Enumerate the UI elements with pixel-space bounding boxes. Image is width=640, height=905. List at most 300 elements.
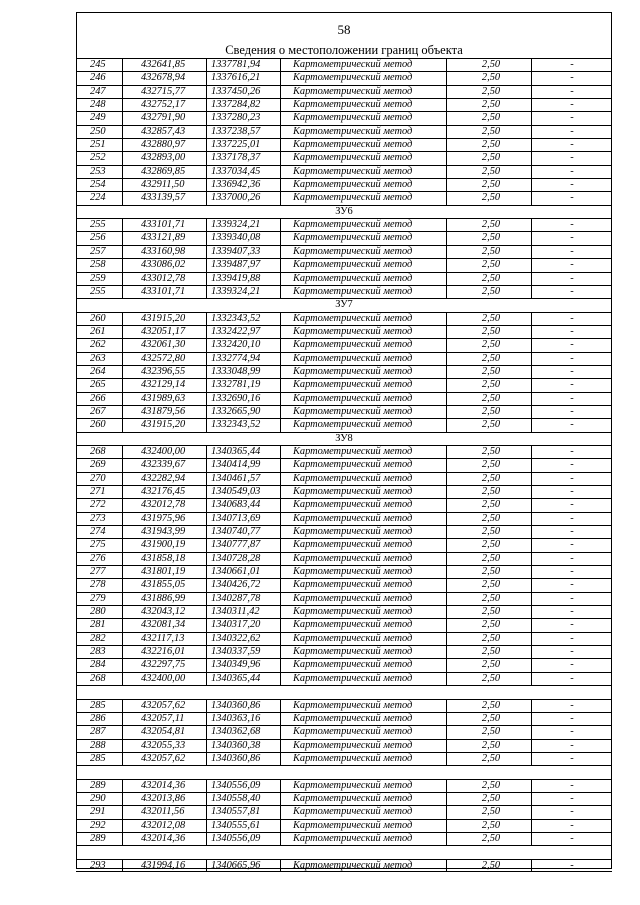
accuracy-cell: 2,50 [446, 659, 531, 671]
description-cell: - [531, 126, 612, 138]
point-number-cell: 285 [90, 699, 106, 711]
method-cell: Картометрический метод [280, 700, 446, 712]
section-label: ЗУ8 [76, 432, 612, 445]
x-coordinate-cell: 432869,85 [122, 166, 206, 178]
y-coordinate-cell: 1340287,78 [206, 593, 280, 605]
accuracy-cell: 2,50 [446, 646, 531, 658]
x-coordinate-cell: 432014,36 [122, 833, 206, 845]
point-number-cell: 278 [90, 579, 106, 591]
y-coordinate-cell: 1340728,28 [206, 553, 280, 565]
table-row [76, 592, 612, 605]
table-row [76, 458, 612, 471]
point-number-cell: 283 [90, 646, 106, 658]
description-cell: - [531, 486, 612, 498]
method-cell: Картометрический метод [280, 179, 446, 191]
x-coordinate-cell: 431915,20 [122, 313, 206, 325]
x-coordinate-cell: 432055,33 [122, 740, 206, 752]
x-coordinate-cell: 432012,08 [122, 820, 206, 832]
point-number-cell: 268 [90, 445, 106, 457]
x-coordinate-cell: 431975,96 [122, 513, 206, 525]
description-cell: - [531, 473, 612, 485]
table-row [76, 565, 612, 578]
table-row [76, 285, 612, 298]
x-coordinate-cell: 431989,63 [122, 393, 206, 405]
description-cell: - [531, 246, 612, 258]
y-coordinate-cell: 1339407,33 [206, 246, 280, 258]
y-coordinate-cell: 1332420,10 [206, 339, 280, 351]
table-row [76, 485, 612, 498]
method-cell: Картометрический метод [280, 192, 446, 204]
y-coordinate-cell: 1340665,96 [206, 860, 280, 871]
y-coordinate-cell: 1340365,44 [206, 673, 280, 685]
accuracy-cell: 2,50 [446, 820, 531, 832]
y-coordinate-cell: 1340740,77 [206, 526, 280, 538]
y-coordinate-cell: 1332343,52 [206, 419, 280, 431]
accuracy-cell: 2,50 [446, 152, 531, 164]
accuracy-cell: 2,50 [446, 286, 531, 298]
point-number-cell: 266 [90, 392, 106, 404]
x-coordinate-cell: 432051,17 [122, 326, 206, 338]
description-cell: - [531, 139, 612, 151]
accuracy-cell: 2,50 [446, 219, 531, 231]
table-row [76, 512, 612, 525]
accuracy-cell: 2,50 [446, 339, 531, 351]
accuracy-cell: 2,50 [446, 579, 531, 591]
point-number-cell: 293 [90, 859, 106, 871]
point-number-cell: 254 [90, 179, 106, 191]
method-cell: Картометрический метод [280, 753, 446, 765]
description-cell: - [531, 619, 612, 631]
point-number-cell: 289 [90, 779, 106, 791]
accuracy-cell: 2,50 [446, 259, 531, 271]
method-cell: Картометрический метод [280, 166, 446, 178]
description-cell: - [531, 152, 612, 164]
x-coordinate-cell: 432396,55 [122, 366, 206, 378]
method-cell: Картометрический метод [280, 566, 446, 578]
point-number-cell: 267 [90, 405, 106, 417]
x-coordinate-cell: 431900,19 [122, 539, 206, 551]
point-number-cell: 290 [90, 792, 106, 804]
description-cell: - [531, 459, 612, 471]
x-coordinate-cell: 432061,30 [122, 339, 206, 351]
x-coordinate-cell: 432176,45 [122, 486, 206, 498]
point-number-cell: 279 [90, 592, 106, 604]
table-row [76, 98, 612, 111]
description-cell: - [531, 833, 612, 845]
y-coordinate-cell: 1337238,57 [206, 126, 280, 138]
accuracy-cell: 2,50 [446, 232, 531, 244]
accuracy-cell: 2,50 [446, 126, 531, 138]
description-cell: - [531, 59, 612, 71]
y-coordinate-cell: 1340360,38 [206, 740, 280, 752]
description-cell: - [531, 379, 612, 391]
y-coordinate-cell: 1340558,40 [206, 793, 280, 805]
description-cell: - [531, 499, 612, 511]
table-row [76, 712, 612, 725]
method-cell: Картометрический метод [280, 419, 446, 431]
description-cell: - [531, 219, 612, 231]
method-cell: Картометрический метод [280, 499, 446, 511]
description-cell: - [531, 740, 612, 752]
x-coordinate-cell: 432339,67 [122, 459, 206, 471]
method-cell: Картометрический метод [280, 513, 446, 525]
point-number-cell: 286 [90, 712, 106, 724]
description-cell: - [531, 406, 612, 418]
table-row [76, 752, 612, 765]
description-cell: - [531, 179, 612, 191]
x-coordinate-cell: 432282,94 [122, 473, 206, 485]
description-cell: - [531, 539, 612, 551]
point-number-cell: 284 [90, 659, 106, 671]
accuracy-cell: 2,50 [446, 166, 531, 178]
accuracy-cell: 2,50 [446, 273, 531, 285]
description-cell: - [531, 232, 612, 244]
x-coordinate-cell: 432054,81 [122, 726, 206, 738]
method-cell: Картометрический метод [280, 152, 446, 164]
description-cell: - [531, 286, 612, 298]
point-number-cell: 264 [90, 365, 106, 377]
point-number-cell: 257 [90, 245, 106, 257]
method-cell: Картометрический метод [280, 713, 446, 725]
table-row [76, 498, 612, 511]
point-number-cell: 255 [90, 285, 106, 297]
table-row [76, 832, 612, 845]
table-row [76, 578, 612, 591]
point-number-cell: 250 [90, 125, 106, 137]
accuracy-cell: 2,50 [446, 406, 531, 418]
method-cell: Картометрический метод [280, 806, 446, 818]
point-number-cell: 282 [90, 632, 106, 644]
accuracy-cell: 2,50 [446, 806, 531, 818]
y-coordinate-cell: 1339487,97 [206, 259, 280, 271]
x-coordinate-cell: 433121,89 [122, 232, 206, 244]
x-coordinate-cell: 431858,18 [122, 553, 206, 565]
table-row [76, 245, 612, 258]
accuracy-cell: 2,50 [446, 553, 531, 565]
y-coordinate-cell: 1340661,01 [206, 566, 280, 578]
method-cell: Картометрический метод [280, 139, 446, 151]
y-coordinate-cell: 1339340,08 [206, 232, 280, 244]
y-coordinate-cell: 1340555,61 [206, 820, 280, 832]
accuracy-cell: 2,50 [446, 86, 531, 98]
description-cell: - [531, 780, 612, 792]
accuracy-cell: 2,50 [446, 379, 531, 391]
table-row [76, 392, 612, 405]
point-number-cell: 292 [90, 819, 106, 831]
method-cell: Картометрический метод [280, 459, 446, 471]
x-coordinate-cell: 432880,97 [122, 139, 206, 151]
description-cell: - [531, 326, 612, 338]
x-coordinate-cell: 432129,14 [122, 379, 206, 391]
y-coordinate-cell: 1340461,57 [206, 473, 280, 485]
point-number-cell: 247 [90, 85, 106, 97]
method-cell: Картометрический метод [280, 820, 446, 832]
accuracy-cell: 2,50 [446, 833, 531, 845]
point-number-cell: 261 [90, 325, 106, 337]
y-coordinate-cell: 1340414,99 [206, 459, 280, 471]
x-coordinate-cell: 432081,34 [122, 619, 206, 631]
y-coordinate-cell: 1340360,86 [206, 700, 280, 712]
x-coordinate-cell: 432011,56 [122, 806, 206, 818]
y-coordinate-cell: 1337225,01 [206, 139, 280, 151]
description-cell: - [531, 86, 612, 98]
method-cell: Картометрический метод [280, 353, 446, 365]
x-coordinate-cell: 432572,80 [122, 353, 206, 365]
method-cell: Картометрический метод [280, 112, 446, 124]
table-row [76, 552, 612, 565]
y-coordinate-cell: 1337450,26 [206, 86, 280, 98]
accuracy-cell: 2,50 [446, 499, 531, 511]
point-number-cell: 277 [90, 566, 106, 578]
description-cell: - [531, 726, 612, 738]
x-coordinate-cell: 432297,75 [122, 659, 206, 671]
description-cell: - [531, 753, 612, 765]
description-cell: - [531, 259, 612, 271]
method-cell: Картометрический метод [280, 232, 446, 244]
x-coordinate-cell: 432117,13 [122, 633, 206, 645]
method-cell: Картометрический метод [280, 740, 446, 752]
method-cell: Картометрический метод [280, 486, 446, 498]
description-cell: - [531, 513, 612, 525]
method-cell: Картометрический метод [280, 246, 446, 258]
point-number-cell: 224 [90, 192, 106, 204]
accuracy-cell: 2,50 [446, 192, 531, 204]
y-coordinate-cell: 1340426,72 [206, 579, 280, 591]
accuracy-cell: 2,50 [446, 860, 531, 871]
point-number-cell: 269 [90, 459, 106, 471]
description-cell: - [531, 700, 612, 712]
y-coordinate-cell: 1337034,45 [206, 166, 280, 178]
table-row [76, 538, 612, 551]
method-cell: Картометрический метод [280, 539, 446, 551]
accuracy-cell: 2,50 [446, 313, 531, 325]
point-number-cell: 273 [90, 512, 106, 524]
y-coordinate-cell: 1340557,81 [206, 806, 280, 818]
accuracy-cell: 2,50 [446, 619, 531, 631]
accuracy-cell: 2,50 [446, 606, 531, 618]
description-cell: - [531, 860, 612, 871]
table-row [76, 125, 612, 138]
table-row [76, 191, 612, 204]
description-cell: - [531, 806, 612, 818]
x-coordinate-cell: 432400,00 [122, 446, 206, 458]
accuracy-cell: 2,50 [446, 566, 531, 578]
y-coordinate-cell: 1340713,69 [206, 513, 280, 525]
y-coordinate-cell: 1340349,96 [206, 659, 280, 671]
description-cell: - [531, 659, 612, 671]
x-coordinate-cell: 431879,56 [122, 406, 206, 418]
point-number-cell: 291 [90, 806, 106, 818]
table-row [76, 859, 612, 872]
point-number-cell: 245 [90, 59, 106, 70]
table-row [76, 231, 612, 244]
description-cell: - [531, 713, 612, 725]
table-row [76, 472, 612, 485]
x-coordinate-cell: 432893,00 [122, 152, 206, 164]
y-coordinate-cell: 1340683,44 [206, 499, 280, 511]
page-number: 58 [337, 22, 351, 37]
accuracy-cell: 2,50 [446, 139, 531, 151]
accuracy-cell: 2,50 [446, 112, 531, 124]
point-number-cell: 259 [90, 272, 106, 284]
description-cell: - [531, 820, 612, 832]
section-label: ЗУ7 [76, 298, 612, 311]
y-coordinate-cell: 1340549,03 [206, 486, 280, 498]
y-coordinate-cell: 1332665,90 [206, 406, 280, 418]
accuracy-cell: 2,50 [446, 793, 531, 805]
x-coordinate-cell: 432057,62 [122, 753, 206, 765]
table-row [76, 151, 612, 164]
x-coordinate-cell: 432752,17 [122, 99, 206, 111]
point-number-cell: 256 [90, 232, 106, 244]
method-cell: Картометрический метод [280, 72, 446, 84]
method-cell: Картометрический метод [280, 126, 446, 138]
method-cell: Картометрический метод [280, 273, 446, 285]
x-coordinate-cell: 433086,02 [122, 259, 206, 271]
point-number-cell: 271 [90, 486, 106, 497]
y-coordinate-cell: 1340322,62 [206, 633, 280, 645]
accuracy-cell: 2,50 [446, 446, 531, 458]
x-coordinate-cell: 431943,99 [122, 526, 206, 538]
description-cell: - [531, 446, 612, 458]
point-number-cell: 276 [90, 552, 106, 564]
table-row [76, 325, 612, 338]
x-coordinate-cell: 431994,16 [122, 860, 206, 871]
y-coordinate-cell: 1332343,52 [206, 313, 280, 325]
accuracy-cell: 2,50 [446, 326, 531, 338]
accuracy-cell: 2,50 [446, 633, 531, 645]
accuracy-cell: 2,50 [446, 366, 531, 378]
description-cell: - [531, 353, 612, 365]
accuracy-cell: 2,50 [446, 700, 531, 712]
y-coordinate-cell: 1336942,36 [206, 179, 280, 191]
y-coordinate-cell: 1337616,21 [206, 72, 280, 84]
table-row [76, 632, 612, 645]
method-cell: Картометрический метод [280, 286, 446, 298]
x-coordinate-cell: 432791,90 [122, 112, 206, 124]
method-cell: Картометрический метод [280, 633, 446, 645]
point-number-cell: 272 [90, 499, 106, 511]
table-row [76, 418, 612, 431]
x-coordinate-cell: 431801,19 [122, 566, 206, 578]
x-coordinate-cell: 432857,43 [122, 126, 206, 138]
method-cell: Картометрический метод [280, 579, 446, 591]
table-row [76, 138, 612, 151]
method-cell: Картометрический метод [280, 473, 446, 485]
y-coordinate-cell: 1340556,09 [206, 780, 280, 792]
description-cell: - [531, 273, 612, 285]
table-row [76, 819, 612, 832]
accuracy-cell: 2,50 [446, 72, 531, 84]
description-cell: - [531, 606, 612, 618]
method-cell: Картометрический метод [280, 726, 446, 738]
blank-separator-row [76, 845, 612, 858]
method-cell: Картометрический метод [280, 673, 446, 685]
description-cell: - [531, 553, 612, 565]
x-coordinate-cell: 432641,85 [122, 59, 206, 71]
y-coordinate-cell: 1339324,21 [206, 219, 280, 231]
y-coordinate-cell: 1337781,94 [206, 59, 280, 71]
table-row [76, 725, 612, 738]
table-row [76, 672, 612, 685]
method-cell: Картометрический метод [280, 313, 446, 325]
method-cell: Картометрический метод [280, 446, 446, 458]
method-cell: Картометрический метод [280, 259, 446, 271]
point-number-cell: 268 [90, 672, 106, 684]
table-row [76, 218, 612, 231]
y-coordinate-cell: 1340362,68 [206, 726, 280, 738]
description-cell: - [531, 526, 612, 538]
table-row [76, 779, 612, 792]
page-heading: Сведения о местоположении границ объекта [225, 43, 463, 57]
description-cell: - [531, 793, 612, 805]
method-cell: Картометрический метод [280, 833, 446, 845]
y-coordinate-cell: 1340311,42 [206, 606, 280, 618]
accuracy-cell: 2,50 [446, 419, 531, 431]
table-row [76, 312, 612, 325]
accuracy-cell: 2,50 [446, 539, 531, 551]
description-cell: - [531, 646, 612, 658]
x-coordinate-cell: 432678,94 [122, 72, 206, 84]
table-row [76, 58, 612, 71]
point-number-cell: 251 [90, 139, 106, 151]
y-coordinate-cell: 1340556,09 [206, 833, 280, 845]
accuracy-cell: 2,50 [446, 459, 531, 471]
point-number-cell: 260 [90, 419, 106, 431]
table-row [76, 525, 612, 538]
accuracy-cell: 2,50 [446, 593, 531, 605]
method-cell: Картометрический метод [280, 406, 446, 418]
x-coordinate-cell: 431886,99 [122, 593, 206, 605]
x-coordinate-cell: 433012,78 [122, 273, 206, 285]
accuracy-cell: 2,50 [446, 713, 531, 725]
description-cell: - [531, 593, 612, 605]
x-coordinate-cell: 432014,36 [122, 780, 206, 792]
description-cell: - [531, 419, 612, 431]
x-coordinate-cell: 432911,50 [122, 179, 206, 191]
y-coordinate-cell: 1340777,87 [206, 539, 280, 551]
point-number-cell: 249 [90, 112, 106, 124]
table-row [76, 378, 612, 391]
x-coordinate-cell: 432715,77 [122, 86, 206, 98]
table-row [76, 645, 612, 658]
accuracy-cell: 2,50 [446, 513, 531, 525]
table-row [76, 178, 612, 191]
boundary-table [76, 58, 612, 872]
point-number-cell: 246 [90, 72, 106, 84]
table-row [76, 739, 612, 752]
x-coordinate-cell: 432012,78 [122, 499, 206, 511]
table-row [76, 699, 612, 712]
description-cell: - [531, 579, 612, 591]
x-coordinate-cell: 431915,20 [122, 419, 206, 431]
description-cell: - [531, 566, 612, 578]
y-coordinate-cell: 1337280,23 [206, 112, 280, 124]
x-coordinate-cell: 432057,11 [122, 713, 206, 725]
y-coordinate-cell: 1337000,26 [206, 192, 280, 204]
description-cell: - [531, 633, 612, 645]
point-number-cell: 274 [90, 526, 106, 538]
y-coordinate-cell: 1340363,16 [206, 713, 280, 725]
table-row [76, 272, 612, 285]
y-coordinate-cell: 1332422,97 [206, 326, 280, 338]
accuracy-cell: 2,50 [446, 246, 531, 258]
point-number-cell: 260 [90, 312, 106, 324]
method-cell: Картометрический метод [280, 86, 446, 98]
point-number-cell: 280 [90, 606, 106, 618]
table-row [76, 258, 612, 271]
method-cell: Картометрический метод [280, 553, 446, 565]
